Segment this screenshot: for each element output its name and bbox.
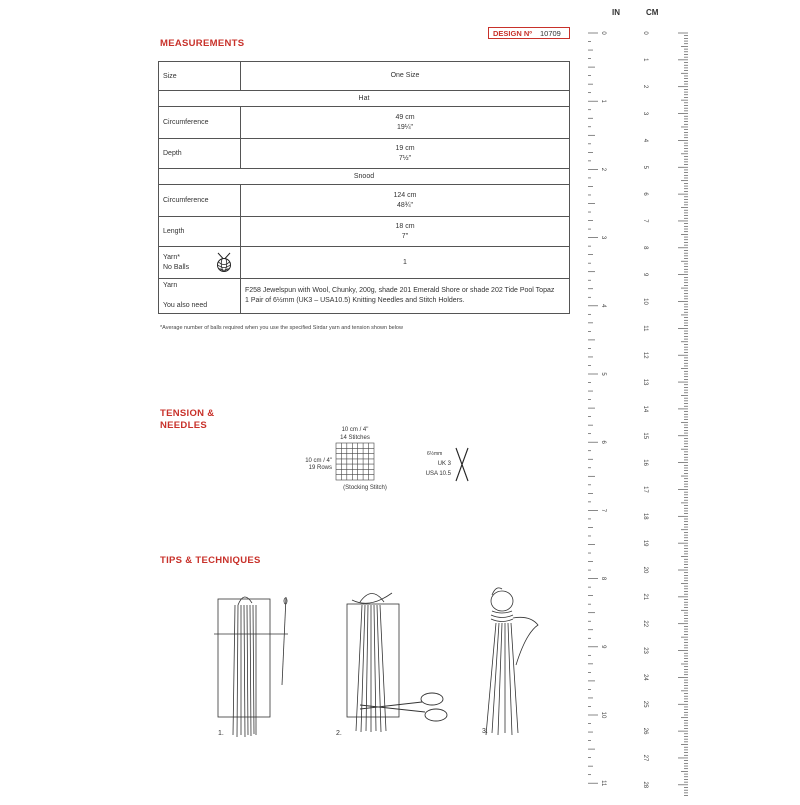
tension-width-label: 10 cm / 4" xyxy=(341,427,369,433)
ruler-cm-heading: CM xyxy=(646,8,659,17)
yarn-balls-value: 1 xyxy=(241,247,570,279)
ruler-cm-label: 17 xyxy=(642,486,648,493)
ruler-cm-label: 28 xyxy=(642,781,648,789)
tension-rows: 19 Rows xyxy=(308,465,332,471)
ruler-cm-label: 10 xyxy=(642,298,648,305)
tips-heading: TIPS & TECHNIQUES xyxy=(160,555,261,566)
hat-depth-label: Depth xyxy=(159,139,241,169)
ruler-inches-heading: IN xyxy=(612,8,620,17)
measurements-heading: MEASUREMENTS xyxy=(160,38,245,49)
tension-stitches: 14 Stitches xyxy=(340,435,370,441)
ruler-cm-label: 26 xyxy=(642,727,648,735)
snood-circumference-value: 124 cm 48¾" xyxy=(241,185,570,217)
table-row xyxy=(159,217,570,247)
tension-swatch-grid xyxy=(336,443,374,480)
size-label: Size xyxy=(159,62,241,91)
yarn-value: F258 Jewelspun with Wool, Chunky, 200g, shade 201 Emerald Shore or shade 202 Tide Pool Topaz 1 Pair of 6½mm (UK3 – USA10.5) Knitting Needles and Stitch Holders. xyxy=(241,279,570,314)
table-row xyxy=(159,247,570,279)
step-2-label: 2. xyxy=(336,730,342,737)
ruler-cm-label: 11 xyxy=(642,325,648,332)
ruler-inch-label: 10 xyxy=(600,711,606,719)
tassel-step-3-illustration xyxy=(486,588,538,735)
ruler-cm-label: 9 xyxy=(642,272,648,277)
tassel-step-2-illustration xyxy=(347,593,399,732)
ruler-cm-label: 16 xyxy=(642,459,648,466)
yarn-label: Yarn You also need xyxy=(159,279,241,314)
ruler-inch-label: 5 xyxy=(600,372,606,376)
hat-subheading: Hat xyxy=(159,91,570,107)
ruler-cm-label: 12 xyxy=(642,351,648,359)
table-row xyxy=(159,169,570,185)
ruler-cm-label: 13 xyxy=(642,378,648,386)
design-label: DESIGN Nº xyxy=(493,29,532,38)
ruler-cm-label: 19 xyxy=(642,539,648,547)
hat-circumference-label: Circumference xyxy=(159,107,241,139)
ruler-cm-label: 27 xyxy=(642,754,648,762)
footnote: *Average number of balls required when you use the specified Sirdar yarn and tension shown below xyxy=(160,325,403,331)
ruler-cm-label: 5 xyxy=(642,165,648,169)
ruler-inch-label: 9 xyxy=(600,645,606,649)
ruler-cm-label: 20 xyxy=(642,566,648,574)
ruler-cm-label: 21 xyxy=(642,593,648,601)
table-row xyxy=(159,139,570,169)
hat-circumference-value: 49 cm 19¼" xyxy=(241,107,570,139)
needle-size-uk: UK 3 xyxy=(437,461,451,467)
ruler-inch-label: 6 xyxy=(600,440,606,444)
tension-height-label: 10 cm / 4" xyxy=(305,458,332,464)
ruler-inch-label: 4 xyxy=(600,304,606,308)
ruler-cm-label: 1 xyxy=(642,58,648,62)
ruler-cm-label: 25 xyxy=(642,700,648,708)
ruler-cm-label: 4 xyxy=(642,138,648,143)
ruler-inch-label: 1 xyxy=(600,99,606,103)
ruler-inch-label: 8 xyxy=(600,576,606,581)
ruler-cm-label: 6 xyxy=(642,192,648,196)
ruler-cm-label: 0 xyxy=(642,31,648,35)
knitting-needles-icon xyxy=(456,448,468,481)
measuring-ruler xyxy=(588,0,688,800)
hat-depth-value: 19 cm 7½" xyxy=(241,139,570,169)
table-row xyxy=(159,185,570,217)
table-row xyxy=(159,279,570,314)
ruler-cm-label: 23 xyxy=(642,647,648,654)
table-row xyxy=(159,107,570,139)
design-number: 10709 xyxy=(540,29,561,38)
ruler-inch-label: 7 xyxy=(600,508,606,513)
tips-illustrations xyxy=(200,585,570,745)
ruler-cm-label: 14 xyxy=(642,405,648,413)
tension-heading: TENSION & NEEDLES xyxy=(160,408,215,431)
ruler-inch-label: 0 xyxy=(600,31,606,35)
tension-diagram xyxy=(290,418,490,498)
ruler-cm-label: 18 xyxy=(642,512,648,520)
ruler-cm-label: 8 xyxy=(642,246,648,250)
needle-size-mm: 6½mm xyxy=(427,451,443,457)
snood-length-value: 18 cm 7" xyxy=(241,217,570,247)
ruler-cm-label: 24 xyxy=(642,674,648,681)
snood-length-label: Length xyxy=(159,217,241,247)
table-row xyxy=(159,91,570,107)
ruler-cm-label: 2 xyxy=(642,85,648,89)
design-number-box xyxy=(488,27,570,39)
yarn-ball-icon xyxy=(214,251,234,273)
step-3-label: 3. xyxy=(482,728,488,735)
ruler-cm-label: 22 xyxy=(642,620,648,628)
needle-size-usa: USA 10.5 xyxy=(425,471,451,477)
yarn-balls-label: Yarn* No Balls xyxy=(159,247,241,279)
tassel-step-1-illustration xyxy=(214,597,288,737)
measurements-table xyxy=(158,61,570,314)
table-row xyxy=(159,62,570,91)
snood-circumference-label: Circumference xyxy=(159,185,241,217)
ruler-inch-label: 3 xyxy=(600,235,606,240)
ruler-cm-label: 7 xyxy=(642,219,648,223)
ruler-cm-label: 15 xyxy=(642,432,648,440)
ruler-cm-label: 3 xyxy=(642,111,648,116)
size-value: One Size xyxy=(241,62,570,91)
snood-subheading: Snood xyxy=(159,169,570,185)
ruler-inch-label: 11 xyxy=(600,780,606,787)
ruler-scale xyxy=(588,0,688,800)
step-1-label: 1. xyxy=(218,730,224,737)
tension-stitch-type: (Stocking Stitch) xyxy=(343,485,387,491)
ruler-inch-label: 2 xyxy=(600,167,606,172)
